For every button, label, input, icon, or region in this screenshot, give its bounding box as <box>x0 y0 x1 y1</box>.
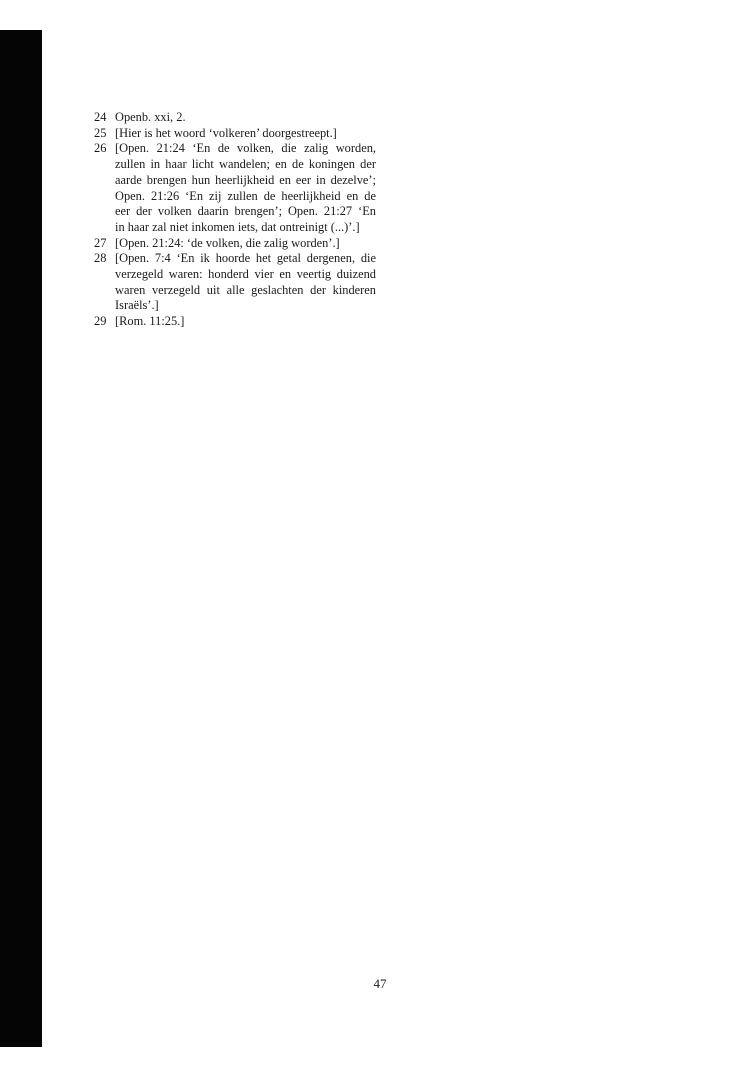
footnote-line: verzegeld waren: honderd vier en veertig duizend <box>115 267 376 282</box>
footnote-line: [Hier is het woord ‘volkeren’ doorgestreept.] <box>115 125 337 140</box>
footnote-line: in haar zal niet inkomen iets, dat ontreinigt (...)’.] <box>115 219 360 234</box>
footnote-line: Israëls’.] <box>115 298 159 313</box>
footnote-line: zullen in haar licht wandelen; en de koningen der <box>115 157 376 172</box>
footnote-line: eer der volken daarin brengen’; Open. 21:27 ‘En <box>115 204 376 219</box>
footnote-text <box>115 314 376 330</box>
footnote-text <box>115 110 376 126</box>
footnote-list <box>94 110 376 330</box>
footnote-number: 29 <box>94 314 107 329</box>
footnote-line: [Rom. 11:25.] <box>115 314 185 329</box>
footnote-line: [Open. 7:4 ‘En ik hoorde het getal dergenen, die <box>115 251 376 266</box>
footnote-28 <box>94 251 376 314</box>
footnote-29 <box>94 314 376 330</box>
footnote-number: 27 <box>94 235 107 250</box>
footnote-text <box>115 236 376 252</box>
footnote-line: aarde brengen hun heerlijkheid en eer in dezelve’; <box>115 172 376 187</box>
footnote-24 <box>94 110 376 126</box>
footnote-line: Openb. xxi, 2. <box>115 110 186 124</box>
footnote-line: [Open. 21:24 ‘En de volken, die zalig worden, <box>115 141 376 156</box>
page-number: 47 <box>373 976 387 991</box>
footnote-25 <box>94 126 376 142</box>
footnote-text <box>115 141 376 235</box>
footnote-number: 26 <box>94 141 107 156</box>
footnote-line: [Open. 21:24: ‘de volken, die zalig worden’.] <box>115 235 340 250</box>
footnote-text <box>115 251 376 314</box>
footnote-text <box>115 126 376 142</box>
footnote-line: waren verzegeld uit alle geslachten der kinderen <box>115 282 376 297</box>
footnote-27 <box>94 236 376 252</box>
scan-edge-black-bar <box>0 30 42 1047</box>
footnote-number: 25 <box>94 125 107 140</box>
footnote-number: 28 <box>94 251 107 266</box>
footnote-number: 24 <box>94 110 107 124</box>
footnote-26 <box>94 141 376 235</box>
footnote-line: Open. 21:26 ‘En zij zullen de heerlijkheid en de <box>115 188 376 203</box>
